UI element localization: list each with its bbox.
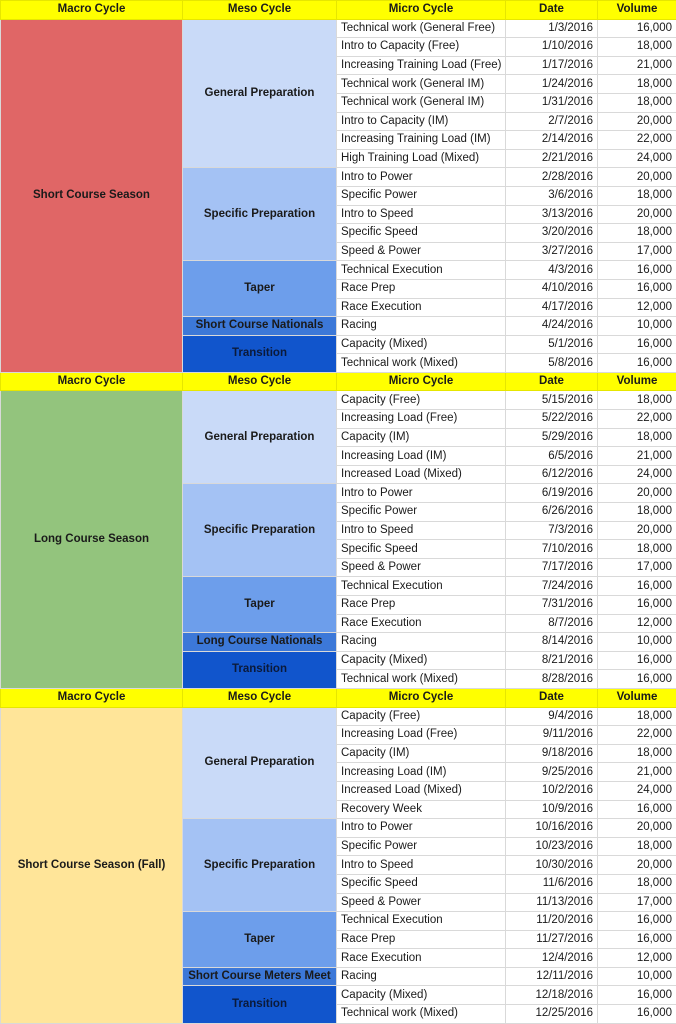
volume-cell[interactable]: 16,000 [598, 912, 676, 931]
micro-cycle-cell[interactable]: Race Prep [337, 279, 506, 298]
volume-cell[interactable]: 18,000 [598, 874, 676, 893]
date-cell[interactable]: 11/27/2016 [506, 930, 598, 949]
micro-cycle-cell[interactable]: Racing [337, 317, 506, 336]
volume-cell[interactable]: 18,000 [598, 75, 676, 94]
volume-cell[interactable]: 10,000 [598, 633, 676, 652]
micro-cycle-cell[interactable]: Race Prep [337, 596, 506, 615]
volume-cell[interactable]: 20,000 [598, 168, 676, 187]
micro-cycle-cell[interactable]: Intro to Capacity (Free) [337, 38, 506, 57]
micro-cycle-cell[interactable]: Increasing Load (IM) [337, 763, 506, 782]
meso-general-preparation-cell[interactable]: General Preparation [183, 391, 337, 484]
date-cell[interactable]: 10/16/2016 [506, 819, 598, 838]
date-cell[interactable]: 5/1/2016 [506, 335, 598, 354]
date-cell[interactable]: 3/27/2016 [506, 242, 598, 261]
date-cell[interactable]: 9/18/2016 [506, 744, 598, 763]
macro-cycle-cell[interactable]: Short Course Season [1, 19, 183, 372]
date-cell[interactable]: 12/4/2016 [506, 949, 598, 968]
volume-cell[interactable]: 18,000 [598, 93, 676, 112]
micro-cycle-cell[interactable]: Increasing Training Load (Free) [337, 56, 506, 75]
date-cell[interactable]: 1/3/2016 [506, 19, 598, 38]
micro-cycle-cell[interactable]: Intro to Speed [337, 521, 506, 540]
micro-cycle-cell[interactable]: Technical work (General IM) [337, 93, 506, 112]
micro-cycle-cell[interactable]: Technical work (Mixed) [337, 670, 506, 689]
date-cell[interactable]: 1/31/2016 [506, 93, 598, 112]
volume-cell[interactable]: 18,000 [598, 503, 676, 522]
volume-cell[interactable]: 22,000 [598, 131, 676, 150]
volume-cell[interactable]: 21,000 [598, 763, 676, 782]
micro-cycle-cell[interactable]: Specific Speed [337, 224, 506, 243]
volume-header: Volume [598, 372, 676, 391]
volume-cell[interactable]: 10,000 [598, 317, 676, 336]
date-cell[interactable]: 2/7/2016 [506, 112, 598, 131]
volume-cell[interactable]: 16,000 [598, 354, 676, 373]
date-cell[interactable]: 6/12/2016 [506, 465, 598, 484]
date-cell[interactable]: 1/10/2016 [506, 38, 598, 57]
micro-cycle-cell[interactable]: Intro to Power [337, 168, 506, 187]
date-cell[interactable]: 12/18/2016 [506, 986, 598, 1005]
micro-cycle-cell[interactable]: Capacity (Mixed) [337, 651, 506, 670]
volume-cell[interactable]: 18,000 [598, 707, 676, 726]
date-header: Date [506, 688, 598, 707]
micro-cycle-cell[interactable]: Race Prep [337, 930, 506, 949]
table-row [1, 19, 676, 38]
volume-cell[interactable]: 21,000 [598, 56, 676, 75]
volume-cell[interactable]: 18,000 [598, 837, 676, 856]
meso-cycle-header: Meso Cycle [183, 372, 337, 391]
micro-cycle-cell[interactable]: Speed & Power [337, 242, 506, 261]
date-cell[interactable]: 8/28/2016 [506, 670, 598, 689]
header-row [1, 1, 676, 20]
volume-cell[interactable]: 12,000 [598, 614, 676, 633]
volume-cell[interactable]: 12,000 [598, 949, 676, 968]
micro-cycle-cell[interactable]: Speed & Power [337, 558, 506, 577]
date-cell[interactable]: 8/14/2016 [506, 633, 598, 652]
volume-cell[interactable]: 20,000 [598, 205, 676, 224]
meso-taper-cell[interactable]: Taper [183, 912, 337, 968]
meso-specific-preparation-cell[interactable]: Specific Preparation [183, 819, 337, 912]
date-cell[interactable]: 7/24/2016 [506, 577, 598, 596]
micro-cycle-cell[interactable]: Race Execution [337, 614, 506, 633]
date-cell[interactable]: 7/17/2016 [506, 558, 598, 577]
micro-cycle-cell[interactable]: Intro to Capacity (IM) [337, 112, 506, 131]
meso-meet-cell[interactable]: Short Course Meters Meet [183, 967, 337, 986]
micro-cycle-cell[interactable]: Increased Load (Mixed) [337, 465, 506, 484]
date-cell[interactable]: 5/8/2016 [506, 354, 598, 373]
micro-cycle-cell[interactable]: Speed & Power [337, 893, 506, 912]
date-cell[interactable]: 6/19/2016 [506, 484, 598, 503]
volume-cell[interactable]: 16,000 [598, 577, 676, 596]
volume-cell[interactable]: 10,000 [598, 967, 676, 986]
volume-cell[interactable]: 18,000 [598, 224, 676, 243]
date-cell[interactable]: 5/22/2016 [506, 410, 598, 429]
macro-cycle-header: Macro Cycle [1, 688, 183, 707]
volume-header: Volume [598, 1, 676, 20]
micro-cycle-cell[interactable]: Intro to Speed [337, 205, 506, 224]
date-cell[interactable]: 3/6/2016 [506, 186, 598, 205]
meso-transition-cell[interactable]: Transition [183, 651, 337, 688]
micro-cycle-cell[interactable]: Technical work (General Free) [337, 19, 506, 38]
micro-cycle-cell[interactable]: Intro to Power [337, 819, 506, 838]
date-cell[interactable]: 9/11/2016 [506, 726, 598, 745]
date-cell[interactable]: 6/26/2016 [506, 503, 598, 522]
micro-cycle-cell[interactable]: Technical work (General IM) [337, 75, 506, 94]
date-cell[interactable]: 10/30/2016 [506, 856, 598, 875]
meso-general-preparation-cell[interactable]: General Preparation [183, 707, 337, 819]
volume-cell[interactable]: 16,000 [598, 651, 676, 670]
header-row [1, 688, 676, 707]
volume-cell[interactable]: 20,000 [598, 819, 676, 838]
date-cell[interactable]: 3/20/2016 [506, 224, 598, 243]
volume-header: Volume [598, 688, 676, 707]
micro-cycle-cell[interactable]: Specific Speed [337, 540, 506, 559]
macro-cycle-cell[interactable]: Short Course Season (Fall) [1, 707, 183, 1023]
micro-cycle-cell[interactable]: Racing [337, 967, 506, 986]
volume-cell[interactable]: 16,000 [598, 279, 676, 298]
date-cell[interactable]: 10/9/2016 [506, 800, 598, 819]
micro-cycle-cell[interactable]: Increased Load (Mixed) [337, 781, 506, 800]
sheet-body [1, 1, 676, 1024]
date-header: Date [506, 372, 598, 391]
volume-cell[interactable]: 12,000 [598, 298, 676, 317]
meso-meet-cell[interactable]: Short Course Nationals [183, 317, 337, 336]
meso-transition-cell[interactable]: Transition [183, 986, 337, 1023]
date-cell[interactable]: 8/21/2016 [506, 651, 598, 670]
meso-meet-cell[interactable]: Long Course Nationals [183, 633, 337, 652]
micro-cycle-cell[interactable]: Capacity (Mixed) [337, 986, 506, 1005]
volume-cell[interactable]: 24,000 [598, 465, 676, 484]
micro-cycle-cell[interactable]: Race Execution [337, 949, 506, 968]
date-cell[interactable]: 12/25/2016 [506, 1005, 598, 1024]
meso-specific-preparation-cell[interactable]: Specific Preparation [183, 484, 337, 577]
volume-cell[interactable]: 16,000 [598, 596, 676, 615]
date-cell[interactable]: 9/25/2016 [506, 763, 598, 782]
date-header: Date [506, 1, 598, 20]
date-cell[interactable]: 4/3/2016 [506, 261, 598, 280]
micro-cycle-cell[interactable]: Increasing Load (Free) [337, 726, 506, 745]
date-cell[interactable]: 10/2/2016 [506, 781, 598, 800]
volume-cell[interactable]: 16,000 [598, 261, 676, 280]
date-cell[interactable]: 7/31/2016 [506, 596, 598, 615]
micro-cycle-cell[interactable]: Increasing Load (IM) [337, 447, 506, 466]
micro-cycle-cell[interactable]: Racing [337, 633, 506, 652]
volume-cell[interactable]: 16,000 [598, 670, 676, 689]
volume-cell[interactable]: 17,000 [598, 242, 676, 261]
volume-cell[interactable]: 21,000 [598, 447, 676, 466]
date-cell[interactable]: 4/10/2016 [506, 279, 598, 298]
micro-cycle-cell[interactable]: Specific Power [337, 837, 506, 856]
date-cell[interactable]: 2/14/2016 [506, 131, 598, 150]
micro-cycle-header: Micro Cycle [337, 1, 506, 20]
micro-cycle-header: Micro Cycle [337, 372, 506, 391]
date-cell[interactable]: 8/7/2016 [506, 614, 598, 633]
volume-cell[interactable]: 20,000 [598, 112, 676, 131]
date-cell[interactable]: 11/13/2016 [506, 893, 598, 912]
volume-cell[interactable]: 16,000 [598, 335, 676, 354]
date-cell[interactable]: 11/20/2016 [506, 912, 598, 931]
volume-cell[interactable]: 16,000 [598, 930, 676, 949]
date-cell[interactable]: 10/23/2016 [506, 837, 598, 856]
meso-transition-cell[interactable]: Transition [183, 335, 337, 372]
micro-cycle-cell[interactable]: Technical work (Mixed) [337, 1005, 506, 1024]
micro-cycle-cell[interactable]: Increasing Training Load (IM) [337, 131, 506, 150]
macro-cycle-cell[interactable]: Long Course Season [1, 391, 183, 689]
volume-cell[interactable]: 20,000 [598, 484, 676, 503]
volume-cell[interactable]: 17,000 [598, 893, 676, 912]
micro-cycle-cell[interactable]: Capacity (Free) [337, 707, 506, 726]
meso-taper-cell[interactable]: Taper [183, 261, 337, 317]
date-cell[interactable]: 1/17/2016 [506, 56, 598, 75]
micro-cycle-cell[interactable]: Specific Power [337, 503, 506, 522]
volume-cell[interactable]: 18,000 [598, 38, 676, 57]
micro-cycle-cell[interactable]: Technical work (Mixed) [337, 354, 506, 373]
table-row [1, 707, 676, 726]
volume-cell[interactable]: 22,000 [598, 726, 676, 745]
volume-cell[interactable]: 17,000 [598, 558, 676, 577]
meso-taper-cell[interactable]: Taper [183, 577, 337, 633]
micro-cycle-cell[interactable]: Increasing Load (Free) [337, 410, 506, 429]
micro-cycle-cell[interactable]: Capacity (IM) [337, 428, 506, 447]
date-cell[interactable]: 11/6/2016 [506, 874, 598, 893]
volume-cell[interactable]: 22,000 [598, 410, 676, 429]
date-cell[interactable]: 5/29/2016 [506, 428, 598, 447]
micro-cycle-cell[interactable]: Technical Execution [337, 912, 506, 931]
volume-cell[interactable]: 16,000 [598, 986, 676, 1005]
micro-cycle-cell[interactable]: Intro to Speed [337, 856, 506, 875]
date-cell[interactable]: 4/24/2016 [506, 317, 598, 336]
volume-cell[interactable]: 18,000 [598, 744, 676, 763]
micro-cycle-cell[interactable]: Intro to Power [337, 484, 506, 503]
volume-cell[interactable]: 18,000 [598, 428, 676, 447]
date-cell[interactable]: 7/10/2016 [506, 540, 598, 559]
micro-cycle-cell[interactable]: Technical Execution [337, 261, 506, 280]
date-cell[interactable]: 9/4/2016 [506, 707, 598, 726]
micro-cycle-cell[interactable]: High Training Load (Mixed) [337, 149, 506, 168]
micro-cycle-cell[interactable]: Capacity (Free) [337, 391, 506, 410]
volume-cell[interactable]: 20,000 [598, 521, 676, 540]
header-row [1, 372, 676, 391]
micro-cycle-cell[interactable]: Capacity (Mixed) [337, 335, 506, 354]
date-cell[interactable]: 4/17/2016 [506, 298, 598, 317]
micro-cycle-cell[interactable]: Specific Power [337, 186, 506, 205]
date-cell[interactable]: 5/15/2016 [506, 391, 598, 410]
micro-cycle-cell[interactable]: Specific Speed [337, 874, 506, 893]
volume-cell[interactable]: 16,000 [598, 800, 676, 819]
volume-cell[interactable]: 16,000 [598, 1005, 676, 1024]
macro-cycle-header: Macro Cycle [1, 1, 183, 20]
micro-cycle-header: Micro Cycle [337, 688, 506, 707]
micro-cycle-cell[interactable]: Recovery Week [337, 800, 506, 819]
volume-cell[interactable]: 18,000 [598, 391, 676, 410]
date-cell[interactable]: 12/11/2016 [506, 967, 598, 986]
table-row [1, 391, 676, 410]
date-cell[interactable]: 1/24/2016 [506, 75, 598, 94]
volume-cell[interactable]: 20,000 [598, 856, 676, 875]
volume-cell[interactable]: 24,000 [598, 781, 676, 800]
meso-general-preparation-cell[interactable]: General Preparation [183, 19, 337, 168]
meso-specific-preparation-cell[interactable]: Specific Preparation [183, 168, 337, 261]
date-cell[interactable]: 3/13/2016 [506, 205, 598, 224]
volume-cell[interactable]: 18,000 [598, 186, 676, 205]
date-cell[interactable]: 6/5/2016 [506, 447, 598, 466]
date-cell[interactable]: 7/3/2016 [506, 521, 598, 540]
date-cell[interactable]: 2/28/2016 [506, 168, 598, 187]
date-cell[interactable]: 2/21/2016 [506, 149, 598, 168]
volume-cell[interactable]: 16,000 [598, 19, 676, 38]
micro-cycle-cell[interactable]: Capacity (IM) [337, 744, 506, 763]
macro-cycle-header: Macro Cycle [1, 372, 183, 391]
meso-cycle-header: Meso Cycle [183, 688, 337, 707]
micro-cycle-cell[interactable]: Race Execution [337, 298, 506, 317]
micro-cycle-cell[interactable]: Technical Execution [337, 577, 506, 596]
meso-cycle-header: Meso Cycle [183, 1, 337, 20]
volume-cell[interactable]: 24,000 [598, 149, 676, 168]
volume-cell[interactable]: 18,000 [598, 540, 676, 559]
